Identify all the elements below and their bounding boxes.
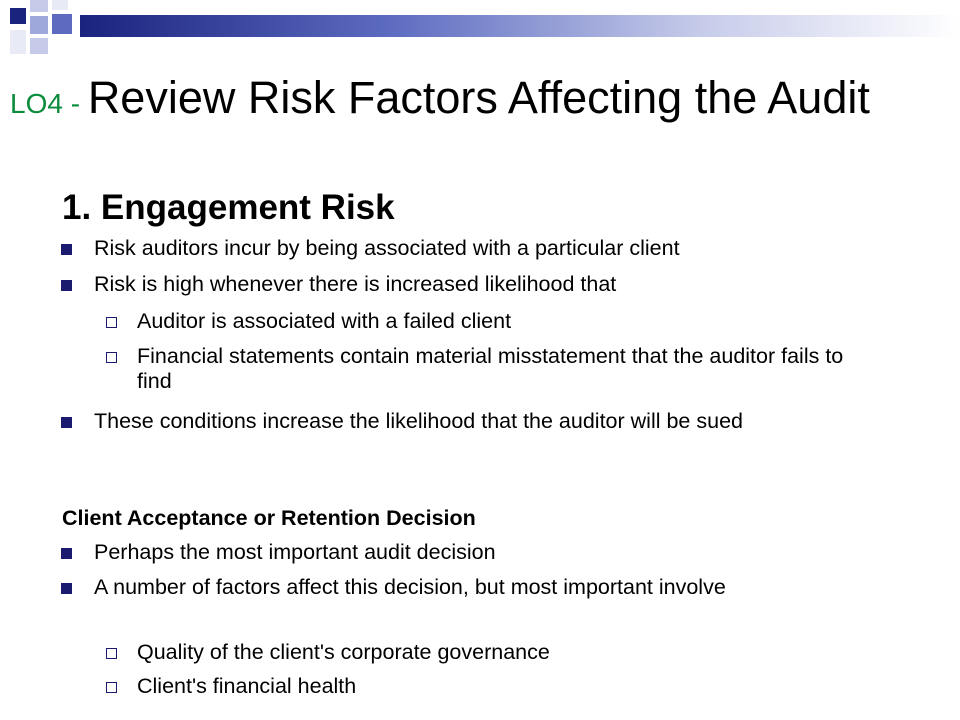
deco-square [30, 38, 48, 54]
bullet-text: Auditor is associated with a failed client [137, 309, 512, 333]
bullet-hollow-square-icon [106, 648, 117, 659]
section-heading-client-acceptance: Client Acceptance or Retention Decision [62, 506, 476, 530]
bullet-text: Client's financial health [137, 674, 357, 698]
deco-square [30, 0, 48, 12]
deco-square [52, 14, 72, 34]
bullet-text: A number of factors affect this decision, but most important involve [94, 575, 726, 599]
bullet-square-icon [61, 548, 72, 559]
deco-gradient-band [80, 15, 960, 37]
bullet-text: Financial statements contain material misstatement that the auditor fails to find [137, 344, 844, 393]
deco-square [10, 30, 26, 54]
decorative-header [0, 0, 960, 60]
bullet-square-icon [61, 583, 72, 594]
section-heading-engagement-risk: 1. Engagement Risk [62, 188, 395, 227]
bullet-square-icon [61, 244, 72, 255]
slide-title [10, 70, 950, 132]
deco-square [10, 8, 26, 24]
bullet-hollow-square-icon [106, 682, 117, 693]
bullet-hollow-square-icon [106, 317, 117, 328]
title-main: Review Risk Factors Affecting the Audit [87, 72, 870, 123]
bullet-hollow-square-icon [106, 352, 117, 363]
bullet-text: Risk is high whenever there is increased likelihood that [94, 272, 617, 296]
bullet-text: These conditions increase the likelihood that the auditor will be sued [94, 409, 743, 433]
bullet-text: Risk auditors incur by being associated with a particular client [94, 236, 680, 260]
title-prefix: LO4 - [10, 88, 88, 119]
bullet-text: Quality of the client's corporate governance [137, 640, 550, 664]
deco-square [52, 0, 68, 10]
bullet-square-icon [61, 417, 72, 428]
deco-square [30, 16, 48, 34]
bullet-square-icon [61, 280, 72, 291]
bullet-text: Perhaps the most important audit decision [94, 540, 496, 564]
